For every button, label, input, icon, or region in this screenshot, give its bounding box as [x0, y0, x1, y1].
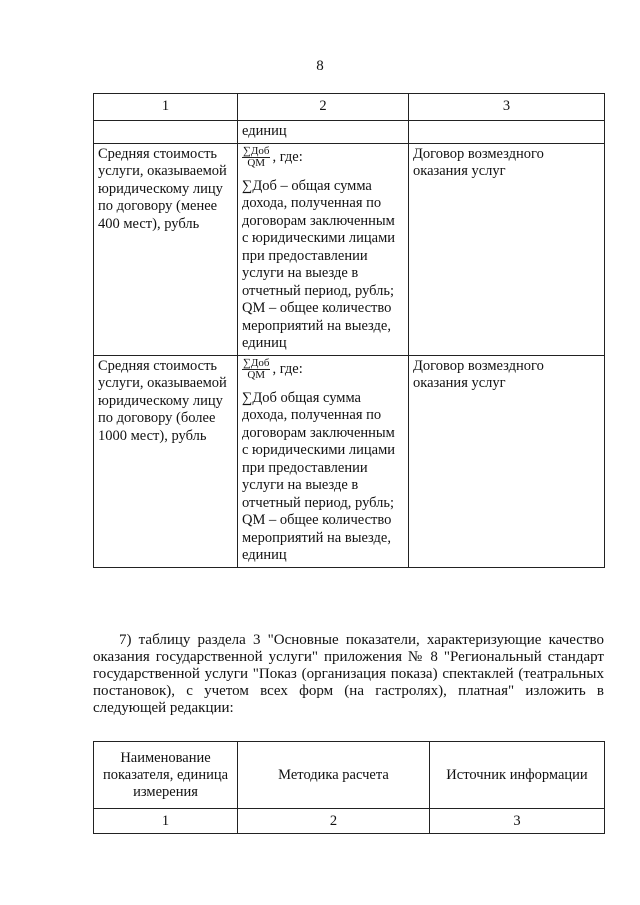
- column-numbers-row: [94, 809, 605, 834]
- amendment-paragraph: [93, 632, 604, 717]
- indicator-name: Средняя стоимость услуги, оказываемой юридическому лицу по договору (менее 400 мест), рубль: [94, 143, 238, 355]
- formula: [242, 146, 404, 169]
- table-header-row: [94, 94, 605, 121]
- empty-cell: [94, 121, 238, 144]
- table-header-row: [94, 742, 605, 809]
- sum-description: ∑Доб общая сумма дохода, полученная по договорам заключенным с юридическими лицами при предоставлении услуги на выезде в отчетный период, рубль;: [242, 389, 396, 511]
- indicators-table-continued: [93, 93, 605, 568]
- empty-cell: [409, 121, 605, 144]
- table-row-continuation: [94, 121, 605, 144]
- formula-numerator: ∑Доб: [243, 144, 270, 157]
- qm-description: QM – общее количество мероприятий на выезде, единиц: [242, 300, 392, 351]
- formula-denominator: QM: [247, 368, 266, 381]
- qm-description: QM – общее количество мероприятий на выезде, единиц: [242, 512, 392, 563]
- column-number-2: 2: [238, 809, 430, 834]
- formula: [242, 358, 404, 381]
- formula-suffix: , где:: [272, 148, 303, 165]
- column-number-1: 1: [94, 94, 238, 121]
- header-information-source: Источник информации: [430, 742, 605, 809]
- sum-description: ∑Доб – общая сумма дохода, полученная по договорам заключенным с юридическими лицами при предоставлении услуги на выезде в отчетный период, рубль;: [242, 177, 396, 299]
- indicator-name: Средняя стоимость услуги, оказываемой юридическому лицу по договору (более 1000 мест), рубль: [94, 355, 238, 567]
- header-indicator-name: Наименование показателя, единица измерения: [94, 742, 238, 809]
- calculation-method: [238, 355, 409, 567]
- formula-fraction: [242, 146, 270, 169]
- column-number-1: 1: [94, 809, 238, 834]
- amendment-text: 7) таблицу раздела 3 "Основные показатели, характеризующие качество оказания государственной услуги" приложения № 8 "Региональный стандарт государственной услуги "Показ (организация показа) спектаклей (театральных постановок), с учетом всех форм (на гастролях), платная" изложить в следующей редакции:: [93, 632, 604, 716]
- formula-suffix: , где:: [272, 360, 303, 377]
- information-source: Договор возмездного оказания услуг: [409, 355, 605, 567]
- header-calculation-method: Методика расчета: [238, 742, 430, 809]
- column-number-2: 2: [238, 94, 409, 121]
- information-source: Договор возмездного оказания услуг: [409, 143, 605, 355]
- continuation-text: единиц: [238, 121, 409, 144]
- table-row: [94, 143, 605, 355]
- quality-indicators-table: [93, 741, 605, 834]
- formula-fraction: [242, 358, 270, 381]
- formula-numerator: ∑Доб: [243, 356, 270, 369]
- table-row: [94, 355, 605, 567]
- column-number-3: 3: [430, 809, 605, 834]
- calculation-method: [238, 143, 409, 355]
- column-number-3: 3: [409, 94, 605, 121]
- page-number: 8: [316, 58, 324, 74]
- formula-denominator: QM: [247, 156, 266, 169]
